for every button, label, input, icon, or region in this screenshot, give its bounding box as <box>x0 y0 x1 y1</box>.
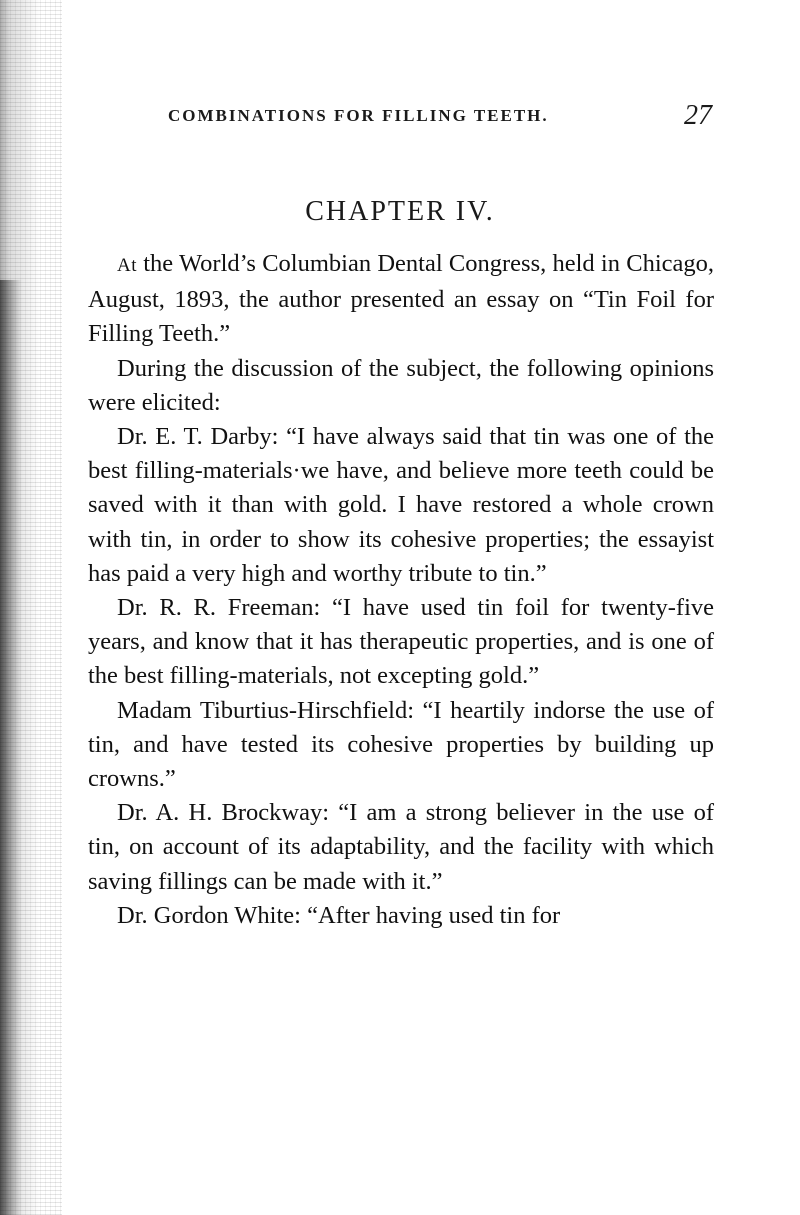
paragraph: Dr. Gordon White: “After having used tin for <box>117 901 561 929</box>
chapter-title: CHAPTER IV. <box>305 196 495 227</box>
paragraph: Dr. R. R. Freeman: “I have used tin foil for twenty-five years, and know that it has therapeutic properties, and is one of the best filling-materials, not excepting gold.” <box>88 594 714 690</box>
paragraph-text: the World’s Columbian Dental Congress, held in Chicago, August, 1893, the author presented an essay on “Tin Foil for Filling Teeth.” <box>88 250 714 348</box>
paragraph: Dr. A. H. Brockway: “I am a strong believer in the use of tin, on account of its adaptability, and the facility with which saving fillings can be made with it.” <box>88 799 714 895</box>
paragraph <box>88 247 714 352</box>
running-head <box>168 102 712 132</box>
paragraph: During the discussion of the subject, the following opinions were elicited: <box>88 354 714 416</box>
running-title: COMBINATIONS FOR FILLING TEETH. <box>168 106 549 125</box>
page-binding-shadow <box>0 280 22 1215</box>
page-number: 27 <box>684 100 712 131</box>
paragraph-dropcap: At <box>117 255 137 276</box>
paragraph: Madam Tiburtius-Hirschfield: “I heartily indorse the use of tin, and have tested its cohesive properties by building up crowns.” <box>88 696 714 793</box>
body-text <box>88 247 714 933</box>
paragraph: Dr. E. T. Darby: “I have always said that tin was one of the best filling-materials·we have, and believe more teeth could be saved with it than with gold. I have restored a whole crown with tin, in order to show its cohesive properties; the essayist has paid a very high and worthy tribute to tin.” <box>88 423 714 587</box>
